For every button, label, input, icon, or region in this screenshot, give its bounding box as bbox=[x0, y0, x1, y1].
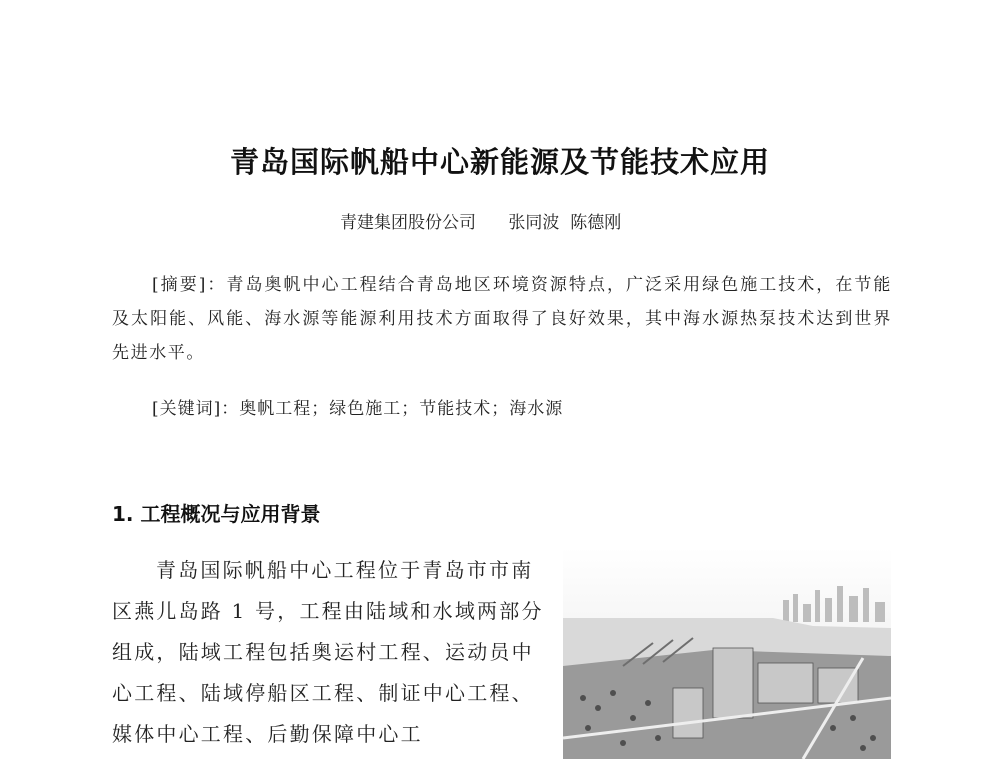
section-heading: 1. 工程概况与应用背景 bbox=[112, 502, 321, 526]
abstract: [摘要]：青岛奥帆中心工程结合青岛地区环境资源特点，广泛采用绿色施工技术，在节能及太阳能、风能、海水源等能源利用技术方面取得了良好效果，其中海水源热泵技术达到世界先进水平。 bbox=[112, 275, 892, 363]
paper-title: 青岛国际帆船中心新能源及节能技术应用 bbox=[229, 145, 770, 179]
aerial-photo bbox=[563, 548, 891, 759]
keywords: [关键词]：奥帆工程；绿色施工；节能技术；海水源 bbox=[152, 399, 564, 419]
body-paragraph: 青岛国际帆船中心工程位于青岛市市南区燕儿岛路 1 号，工程由陆域和水域两部分组成，陆域工程包括奥运村工程、运动员中心工程、陆域停船区工程、制证中心工程、媒体中心工程、后勤保障中心工 bbox=[112, 558, 544, 746]
author-affiliation-line: 青建集团股份公司 张同波 陈德刚 bbox=[340, 213, 622, 233]
